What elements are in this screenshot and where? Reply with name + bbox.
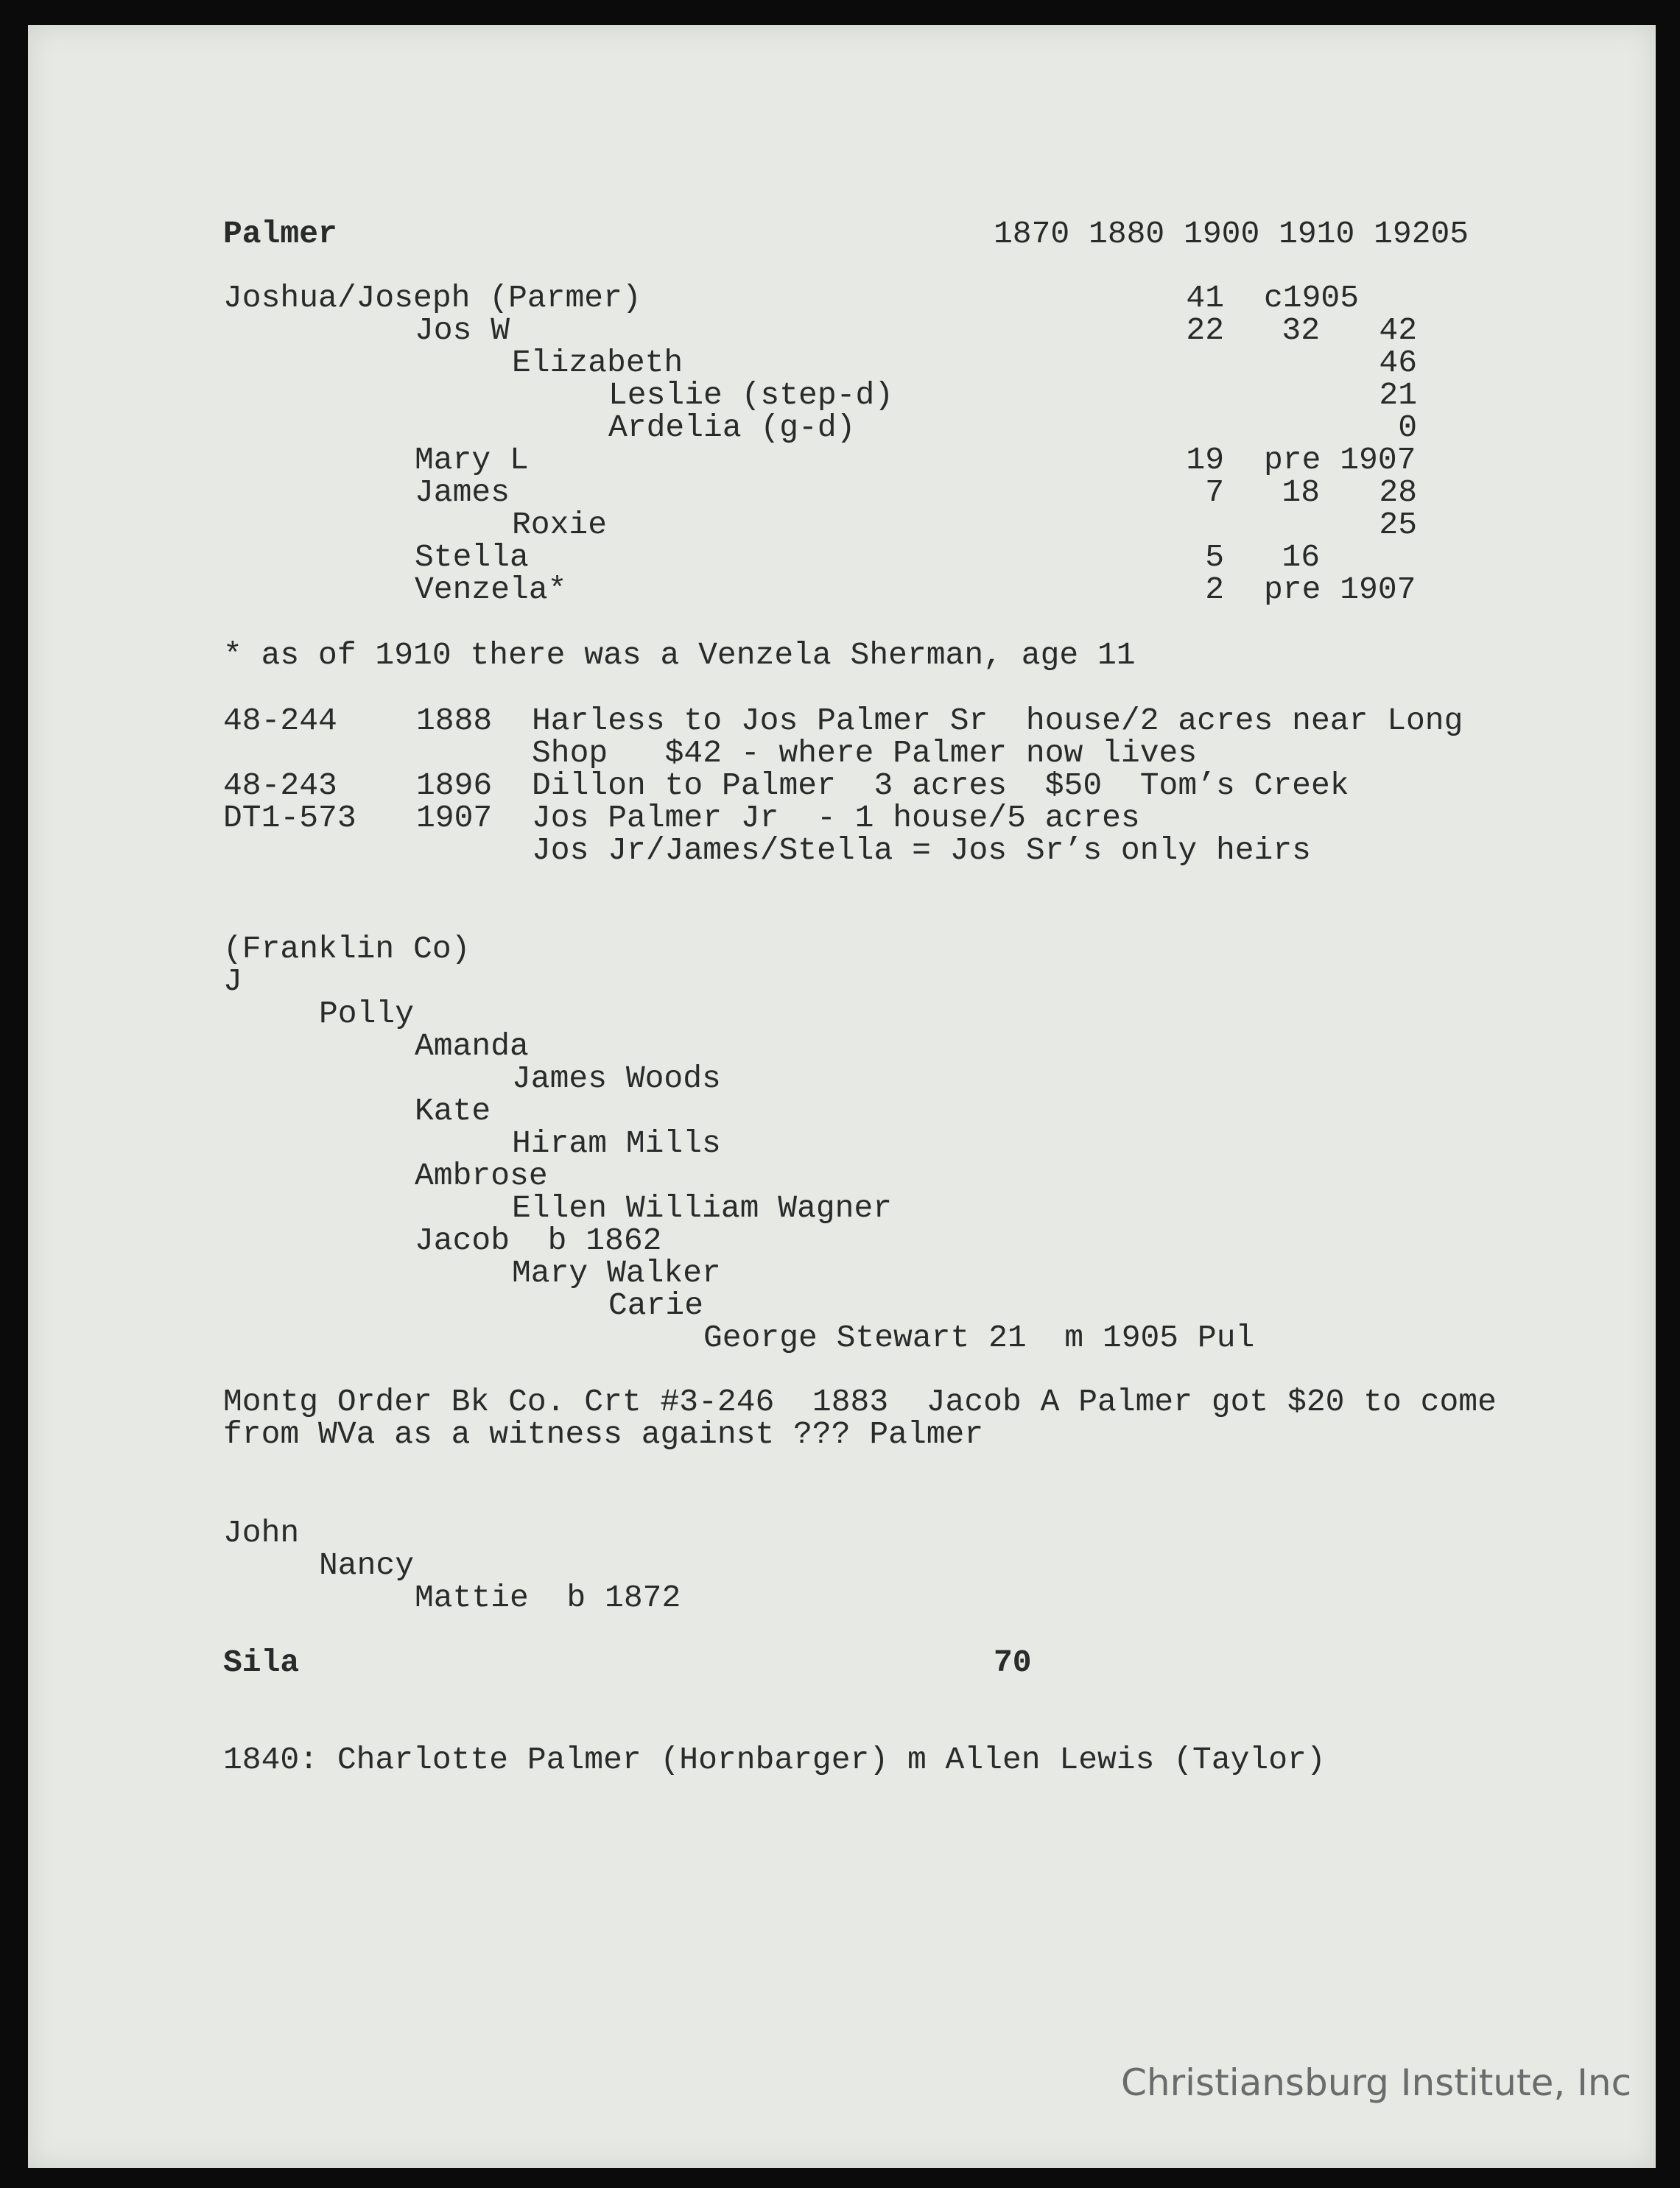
deed-text: Harless to Jos Palmer Sr house/2 acres near Long <box>532 703 1463 739</box>
family-member: Amanda <box>415 1028 529 1064</box>
family-member: Hiram Mills <box>512 1125 721 1161</box>
family-member: John <box>223 1515 300 1551</box>
surname-heading: Palmer <box>223 216 337 252</box>
franklin-county-label: (Franklin Co) <box>223 931 471 967</box>
census-name-josw: Jos W <box>415 312 510 348</box>
census-value: 28 <box>1379 474 1417 510</box>
watermark-text: Christiansburg Institute, Inc <box>1121 2061 1632 2104</box>
sila-value: 70 <box>994 1644 1032 1681</box>
family-member: James Woods <box>512 1060 721 1097</box>
census-value: 18 <box>1282 474 1320 510</box>
census-value: pre 1907 <box>1264 571 1416 608</box>
deed-text: Dillon to Palmer 3 acres $50 Tom’s Creek <box>532 767 1349 803</box>
census-value: c1905 <box>1264 280 1360 316</box>
deed-book: 48-244 <box>223 703 337 739</box>
court-record: from WVa as a witness against ??? Palmer <box>223 1416 984 1452</box>
census-value: 32 <box>1282 312 1320 348</box>
deed-text: Shop $42 - where Palmer now lives <box>532 735 1198 771</box>
census-value: 2 <box>1205 571 1224 608</box>
family-member: Mattie b 1872 <box>415 1580 681 1616</box>
census-years-header: 1870 1880 1900 1910 19205 <box>994 216 1469 252</box>
census-value: 19 <box>1186 442 1224 478</box>
census-value: 25 <box>1379 507 1417 543</box>
census-name-james: James <box>415 474 510 510</box>
deed-book: DT1-573 <box>223 800 356 836</box>
family-member: Carie <box>608 1287 704 1323</box>
census-value: 7 <box>1205 474 1224 510</box>
census-name-maryl: Mary L <box>415 442 529 478</box>
census-name-ardelia: Ardelia (g-d) <box>608 409 856 446</box>
deed-book: 48-243 <box>223 767 337 803</box>
census-value: 46 <box>1379 345 1417 381</box>
census-name-joshua: Joshua/Joseph (Parmer) <box>223 280 642 316</box>
deed-year: 1907 <box>416 800 493 836</box>
marriage-1840: 1840: Charlotte Palmer (Hornbarger) m Allen Lewis (Taylor) <box>223 1742 1326 1778</box>
deed-text: Jos Palmer Jr - 1 house/5 acres <box>532 800 1140 836</box>
court-record: Montg Order Bk Co. Crt #3-246 1883 Jacob A Palmer got $20 to come <box>223 1384 1497 1420</box>
family-member: Nancy <box>319 1547 415 1583</box>
deed-text: Jos Jr/James/Stella = Jos Sr’s only heirs <box>532 832 1311 868</box>
family-member: J <box>223 963 242 999</box>
census-value: 41 <box>1186 280 1224 316</box>
census-name-elizabeth: Elizabeth <box>512 345 683 381</box>
family-member: Ellen William Wagner <box>512 1190 893 1226</box>
sila-heading: Sila <box>223 1644 300 1681</box>
census-value: 42 <box>1379 312 1417 348</box>
family-member: George Stewart 21 m 1905 Pul <box>703 1320 1255 1356</box>
census-name-roxie: Roxie <box>512 507 608 543</box>
family-member: Kate <box>415 1093 491 1129</box>
deed-year: 1896 <box>416 767 493 803</box>
census-name-leslie: Leslie (step-d) <box>608 377 894 413</box>
footnote: * as of 1910 there was a Venzela Sherman, age 11 <box>223 637 1136 673</box>
family-member: Polly <box>319 996 415 1032</box>
census-value: 0 <box>1398 409 1417 446</box>
deed-year: 1888 <box>416 703 493 739</box>
census-value: pre 1907 <box>1264 442 1416 478</box>
family-member: Ambrose <box>415 1158 548 1194</box>
census-value: 21 <box>1379 377 1417 413</box>
census-value: 5 <box>1205 539 1224 575</box>
census-name-stella: Stella <box>415 539 529 575</box>
family-member: Jacob b 1862 <box>415 1223 662 1259</box>
census-value: 16 <box>1282 539 1320 575</box>
census-value: 22 <box>1186 312 1224 348</box>
family-member: Mary Walker <box>512 1255 721 1291</box>
census-name-venzela: Venzela* <box>415 571 567 608</box>
